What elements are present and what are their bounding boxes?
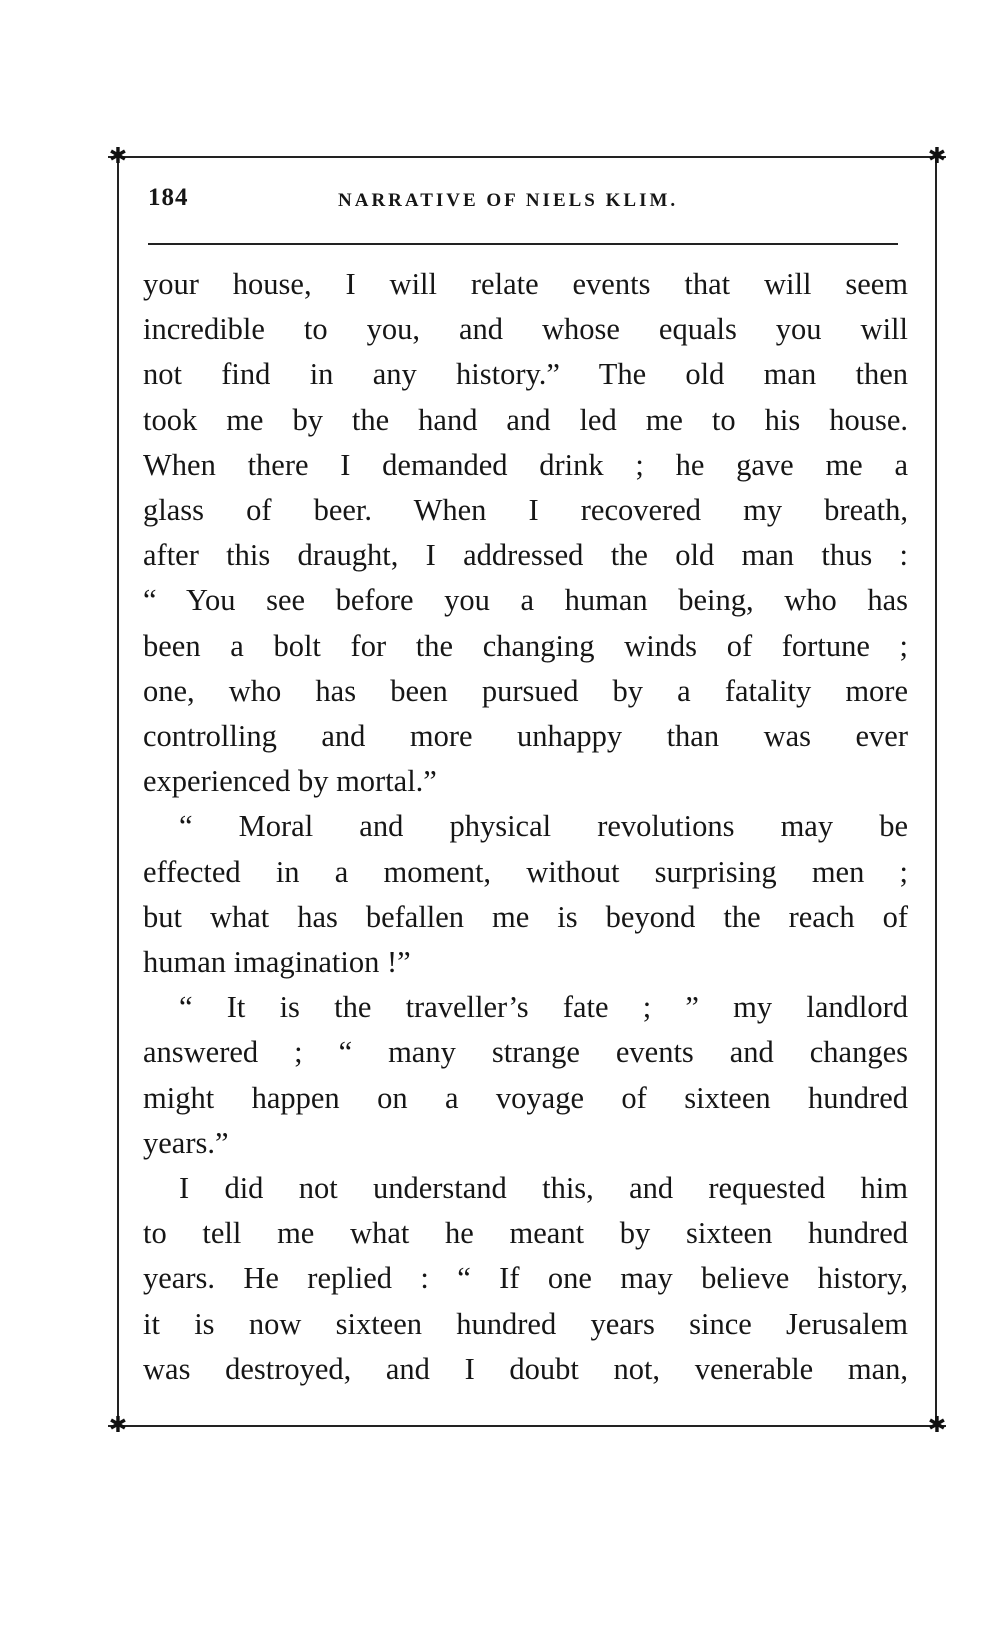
text-line: but what has befallen me is beyond the reach of (143, 899, 908, 934)
text-line: not find in any history.” The old man then (143, 357, 908, 392)
body-text (143, 262, 908, 1392)
corner-ornament-top-right-icon: ✱ (927, 144, 947, 169)
text-line: I did not understand this, and requested him (179, 1171, 908, 1206)
text-line: experienced by mortal.” (143, 764, 437, 799)
text-line: “ It is the traveller’s fate ; ” my landlord (179, 990, 908, 1025)
text-line: to tell me what he meant by sixteen hundred (143, 1216, 908, 1251)
text-line: “ You see before you a human being, who has (143, 583, 908, 618)
text-line: years.” (143, 1125, 229, 1160)
text-line: was destroyed, and I doubt not, venerable man, (143, 1351, 908, 1386)
text-line: your house, I will relate events that will seem (143, 267, 908, 301)
corner-ornament-bottom-right-icon: ✱ (927, 1413, 947, 1438)
text-line: controlling and more unhappy than was ever (143, 719, 908, 754)
text-line: been a bolt for the changing winds of fortune ; (143, 628, 908, 663)
text-line: it is now sixteen hundred years since Jerusalem (143, 1306, 908, 1341)
page-number: 184 (148, 184, 189, 211)
text-line: after this draught, I addressed the old man thus : (143, 538, 908, 573)
text-line: might happen on a voyage of sixteen hundred (143, 1080, 908, 1115)
text-line: incredible to you, and whose equals you will (143, 312, 908, 347)
text-line: glass of beer. When I recovered my breath, (143, 493, 908, 528)
text-line: took me by the hand and led me to his house. (143, 402, 908, 437)
corner-ornament-top-left-icon: ✱ (108, 144, 128, 169)
text-line: answered ; “ many strange events and changes (143, 1035, 908, 1070)
text-line: effected in a moment, without surprising men ; (143, 854, 908, 889)
text-line: When there I demanded drink ; he gave me a (143, 447, 908, 482)
running-title: NARRATIVE OF NIELS KLIM. (338, 190, 679, 211)
text-line: human imagination !” (143, 945, 411, 980)
header-rule (148, 243, 898, 245)
text-line: years. He replied : “ If one may believe history, (143, 1261, 908, 1296)
text-line: one, who has been pursued by a fatality more (143, 673, 908, 708)
text-line: “ Moral and physical revolutions may be (179, 809, 908, 844)
running-header (148, 184, 908, 224)
corner-ornament-bottom-left-icon: ✱ (108, 1413, 128, 1438)
